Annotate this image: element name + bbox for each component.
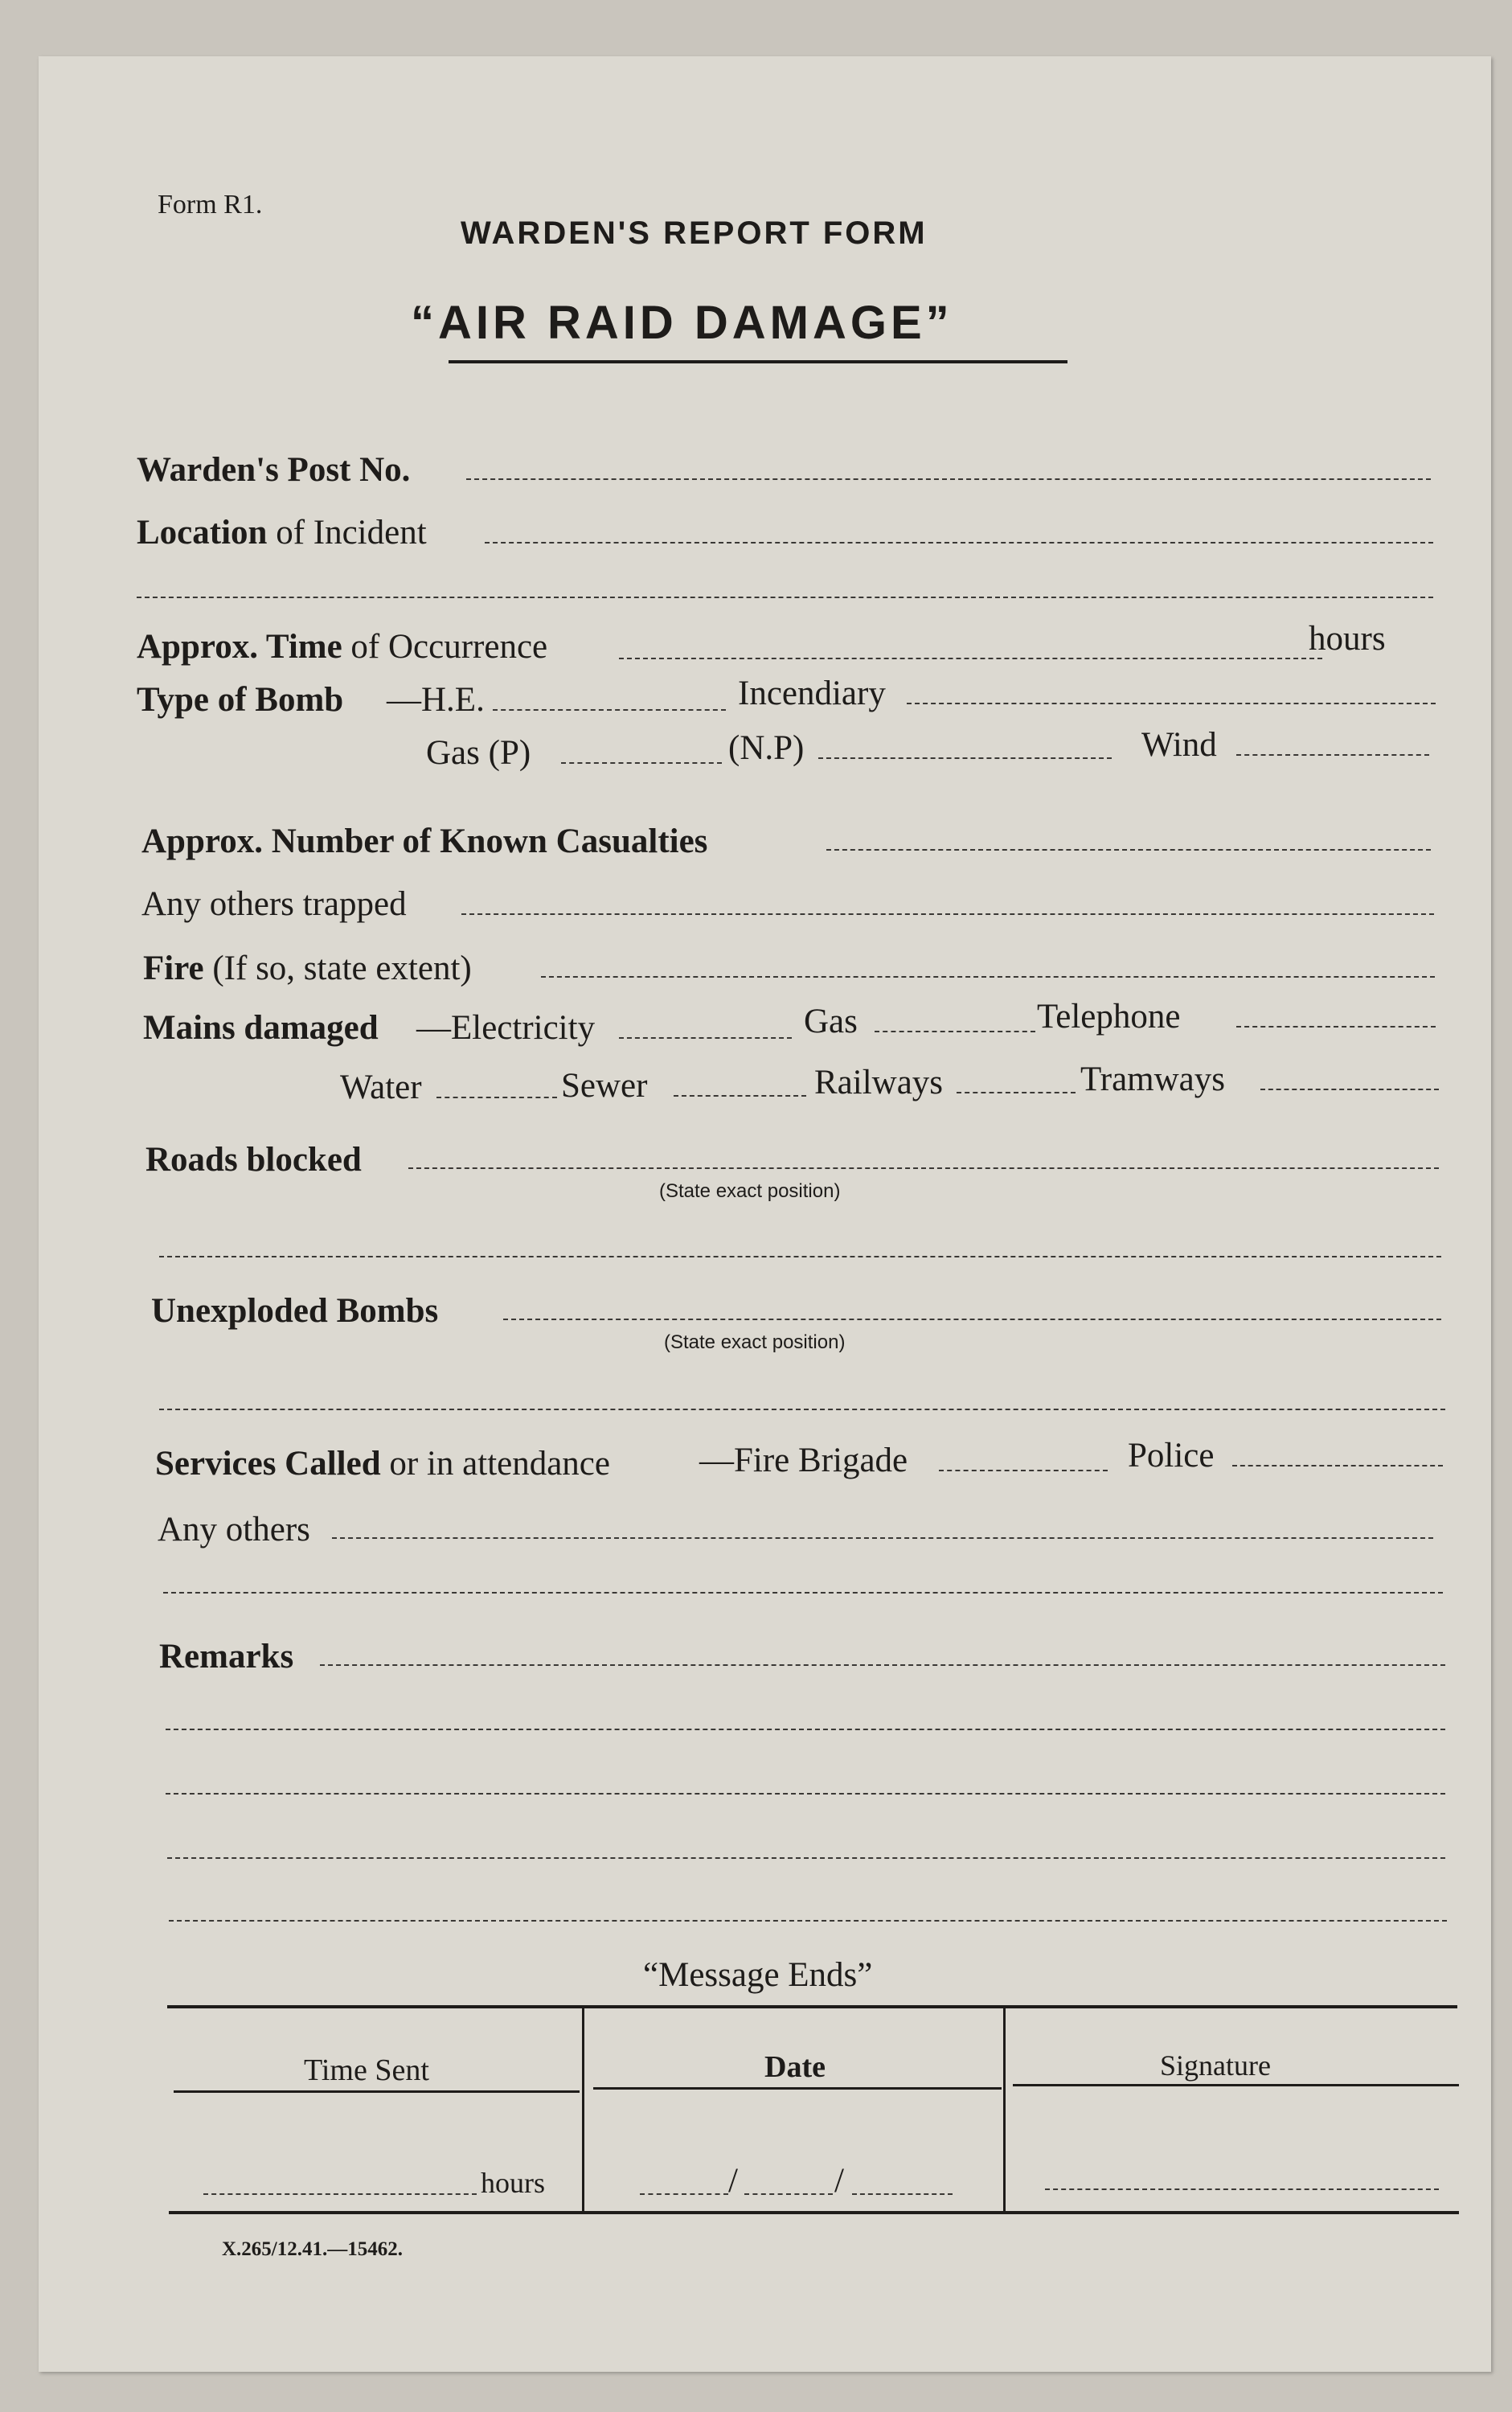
roads-blocked-note: (State exact position) — [659, 1180, 841, 1202]
np-field[interactable] — [818, 757, 1112, 759]
time-sent-hours: hours — [481, 2167, 545, 2199]
message-ends: “Message Ends” — [643, 1956, 873, 1994]
services-label-bold: Services Called — [155, 1445, 381, 1483]
railways-field[interactable] — [957, 1092, 1076, 1093]
form-title: WARDEN'S REPORT FORM — [461, 215, 928, 251]
railways-label: Railways — [814, 1064, 944, 1101]
water-field[interactable] — [436, 1097, 557, 1098]
time-sent-field[interactable] — [203, 2193, 477, 2195]
roads-blocked-field[interactable] — [408, 1167, 1439, 1169]
wardens-post-label: Warden's Post No. — [137, 451, 411, 489]
location-label — [137, 513, 427, 553]
time-label — [137, 627, 547, 667]
date-month-field[interactable] — [744, 2193, 833, 2195]
date-year-field[interactable] — [852, 2193, 953, 2195]
time-label-rest: of Occurrence — [342, 628, 548, 666]
remarks-field-line-2[interactable] — [166, 1729, 1445, 1730]
gas-p-field[interactable] — [561, 762, 722, 764]
tramways-field[interactable] — [1260, 1089, 1439, 1090]
he-field[interactable] — [493, 709, 726, 711]
fire-brigade-field[interactable] — [939, 1470, 1108, 1471]
casualties-label: Approx. Number of Known Casualties — [141, 822, 708, 860]
police-label: Police — [1128, 1437, 1215, 1475]
water-label: Water — [340, 1069, 422, 1106]
fire-label-rest: (If so, state extent) — [203, 950, 472, 987]
casualties-field[interactable] — [826, 849, 1431, 851]
unexploded-bombs-note: (State exact position) — [664, 1331, 846, 1353]
remarks-label: Remarks — [159, 1638, 294, 1676]
location-field-line-2[interactable] — [137, 597, 1433, 598]
fire-label-bold: Fire — [143, 950, 204, 987]
sewer-field[interactable] — [674, 1095, 806, 1097]
services-label — [155, 1444, 610, 1484]
mains-damaged-label: Mains damaged — [143, 1009, 379, 1047]
fire-brigade-label: —Fire Brigade — [699, 1442, 908, 1479]
sewer-label: Sewer — [561, 1067, 648, 1105]
electricity-field[interactable] — [619, 1037, 792, 1039]
police-field[interactable] — [1232, 1465, 1443, 1466]
fire-label — [143, 949, 472, 989]
he-label: —H.E. — [387, 681, 485, 719]
telephone-label: Telephone — [1037, 998, 1181, 1036]
footer-table-top-rule — [167, 2005, 1457, 2008]
gas-mains-label: Gas — [804, 1003, 858, 1040]
remarks-field-line-3[interactable] — [166, 1793, 1445, 1795]
unexploded-bombs-label: Unexploded Bombs — [151, 1292, 439, 1330]
form-number: Form R1. — [158, 190, 263, 219]
incendiary-label: Incendiary — [738, 675, 886, 712]
footer-table-divider-2 — [1003, 2008, 1006, 2211]
any-others-label: Any others — [158, 1511, 310, 1549]
title-underline — [449, 360, 1067, 363]
time-hours-label: hours — [1309, 620, 1386, 658]
date-separator-1: / — [728, 2162, 738, 2200]
unexploded-bombs-field[interactable] — [503, 1319, 1441, 1320]
services-label-rest: or in attendance — [380, 1445, 610, 1483]
time-label-bold: Approx. Time — [137, 628, 342, 666]
telephone-field[interactable] — [1236, 1026, 1436, 1028]
np-label: (N.P) — [728, 729, 805, 767]
wardens-post-field[interactable] — [466, 478, 1431, 480]
others-trapped-label: Any others trapped — [141, 885, 407, 923]
tramways-label: Tramways — [1080, 1060, 1225, 1098]
roads-blocked-field-line-2[interactable] — [159, 1256, 1441, 1257]
print-code: X.265/12.41.—15462. — [222, 2238, 403, 2260]
roads-blocked-label: Roads blocked — [145, 1141, 362, 1179]
fire-field[interactable] — [541, 976, 1435, 978]
signature-header-rule — [1013, 2084, 1459, 2086]
incendiary-field[interactable] — [907, 703, 1436, 704]
time-sent-header-rule — [174, 2090, 580, 2093]
type-of-bomb-label: Type of Bomb — [137, 681, 344, 719]
wind-label: Wind — [1141, 726, 1217, 764]
remarks-field[interactable] — [320, 1664, 1445, 1666]
wind-field[interactable] — [1236, 754, 1429, 756]
footer-table-bottom-rule — [169, 2211, 1459, 2214]
gas-p-label: Gas (P) — [426, 734, 531, 772]
others-trapped-field[interactable] — [461, 913, 1434, 915]
report-form-sheet — [39, 56, 1491, 2372]
date-separator-2: / — [834, 2162, 844, 2200]
any-others-field[interactable] — [332, 1537, 1433, 1539]
gas-mains-field[interactable] — [875, 1031, 1035, 1032]
time-field[interactable] — [619, 658, 1322, 659]
date-header-rule — [593, 2087, 1002, 2090]
remarks-field-line-4[interactable] — [167, 1857, 1445, 1859]
electricity-label: —Electricity — [416, 1009, 596, 1047]
main-title: “AIR RAID DAMAGE” — [411, 297, 953, 349]
date-day-field[interactable] — [640, 2193, 728, 2195]
footer-table-divider-1 — [582, 2008, 584, 2211]
location-label-rest: of Incident — [267, 514, 427, 552]
signature-field[interactable] — [1045, 2188, 1439, 2190]
remarks-field-line-5[interactable] — [169, 1920, 1447, 1922]
unexploded-bombs-field-line-2[interactable] — [159, 1409, 1445, 1410]
date-header: Date — [764, 2050, 826, 2084]
location-field[interactable] — [485, 542, 1433, 544]
signature-header: Signature — [1160, 2049, 1271, 2082]
location-label-bold: Location — [137, 514, 268, 552]
time-sent-header: Time Sent — [304, 2053, 429, 2087]
any-others-field-line-2[interactable] — [163, 1592, 1443, 1594]
